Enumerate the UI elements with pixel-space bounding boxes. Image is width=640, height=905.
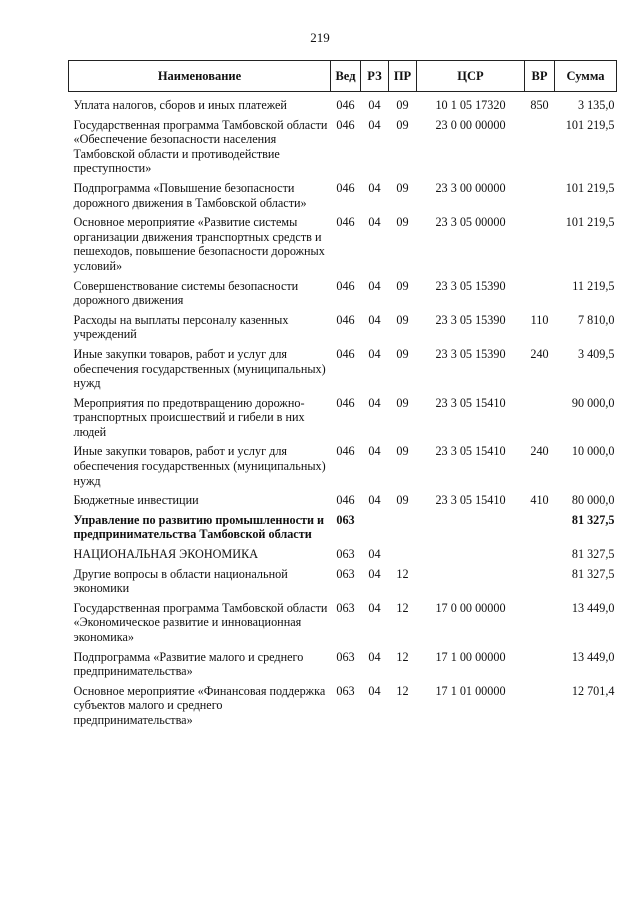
cell-name: Государственная программа Тамбовской области «Экономическое развитие и инновационная экономика»	[73, 600, 328, 644]
cell-vr: 110	[530, 312, 549, 327]
cell-vr	[525, 544, 555, 564]
cell-ved: 063	[336, 547, 355, 562]
table-header	[69, 61, 617, 92]
cell-sum: 3 409,5	[577, 346, 615, 361]
cell-rz: 04	[368, 98, 381, 112]
cell-sum: 10 000,0	[571, 444, 615, 459]
header-name: Наименование	[69, 61, 331, 92]
cell-csr: 17 1 00 00000	[435, 649, 506, 664]
cell-vr	[525, 647, 555, 681]
cell-vr	[525, 115, 555, 178]
cell-sum: 90 000,0	[571, 395, 615, 410]
cell-csr: 23 3 05 15410	[435, 444, 506, 459]
cell-vr	[525, 178, 555, 212]
cell-vr	[525, 212, 555, 275]
cell-ved: 046	[336, 346, 355, 361]
cell-ved: 046	[336, 180, 355, 195]
cell-rz: 04	[368, 683, 381, 698]
table-row	[69, 393, 617, 442]
cell-name: Управление по развитию промышленности и предпринимательства Тамбовской области	[73, 512, 325, 542]
cell-sum: 101 219,5	[565, 215, 615, 230]
cell-vr	[525, 393, 555, 442]
cell-pr: 09	[396, 346, 409, 361]
table-row	[69, 490, 617, 510]
cell-name: Бюджетные инвестиции	[73, 493, 199, 508]
cell-pr: 09	[396, 117, 409, 132]
cell-csr: 17 1 01 00000	[435, 683, 506, 698]
cell-csr: 10 1 05 17320	[435, 98, 506, 112]
cell-sum: 81 327,5	[571, 512, 615, 527]
cell-rz: 04	[368, 278, 381, 293]
cell-vr: 850	[530, 98, 549, 112]
header-csr: ЦСР	[417, 61, 525, 92]
cell-name: Подпрограмма «Развитие малого и среднего предпринимательства»	[73, 649, 304, 679]
cell-rz: 04	[368, 117, 381, 132]
cell-csr: 23 3 05 15410	[435, 493, 506, 508]
cell-csr: 23 3 05 15390	[435, 346, 506, 361]
cell-name: Расходы на выплаты персоналу казенных учреждений	[73, 312, 289, 342]
cell-ved: 046	[336, 278, 355, 293]
cell-pr	[389, 544, 417, 564]
cell-ved: 063	[336, 600, 355, 615]
cell-name: Другие вопросы в области национальной экономики	[73, 566, 288, 596]
cell-sum: 101 219,5	[565, 180, 615, 195]
cell-csr: 23 3 00 00000	[435, 180, 506, 195]
cell-ved: 063	[336, 683, 355, 698]
table-row	[69, 310, 617, 344]
cell-ved: 046	[336, 98, 355, 112]
cell-csr: 17 0 00 00000	[435, 600, 506, 615]
cell-vr: 240	[530, 444, 549, 459]
cell-csr	[417, 544, 525, 564]
cell-rz: 04	[368, 346, 381, 361]
cell-csr: 23 3 05 00000	[435, 215, 506, 230]
cell-pr: 09	[396, 98, 409, 112]
cell-sum: 13 449,0	[571, 600, 615, 615]
cell-csr: 23 3 05 15390	[435, 312, 506, 327]
cell-name: НАЦИОНАЛЬНАЯ ЭКОНОМИКА	[73, 547, 258, 562]
header-ved: Вед	[331, 61, 361, 92]
table-row	[69, 510, 617, 544]
cell-ved: 046	[336, 215, 355, 230]
cell-pr: 12	[396, 566, 409, 581]
cell-vr: 410	[530, 493, 549, 508]
cell-ved: 046	[336, 493, 355, 508]
cell-ved: 063	[336, 512, 355, 527]
cell-pr: 09	[396, 312, 409, 327]
cell-rz: 04	[368, 649, 381, 664]
table-row	[69, 441, 617, 490]
cell-rz: 04	[368, 312, 381, 327]
cell-name: Государственная программа Тамбовской области «Обеспечение безопасности населения Тамбовской области и противодействие преступности»	[73, 117, 328, 176]
cell-pr: 09	[396, 180, 409, 195]
table-row	[69, 276, 617, 310]
cell-sum: 80 000,0	[571, 493, 615, 508]
cell-vr	[525, 276, 555, 310]
table-row	[69, 212, 617, 275]
cell-vr	[525, 681, 555, 730]
cell-rz: 04	[368, 215, 381, 230]
cell-name: Основное мероприятие «Финансовая поддержка субъектов малого и среднего предпринимательства»	[73, 683, 326, 727]
cell-pr: 12	[396, 600, 409, 615]
cell-pr: 09	[396, 444, 409, 459]
table-row	[69, 564, 617, 598]
page-number: 219	[310, 30, 330, 45]
cell-csr: 23 3 05 15390	[435, 278, 506, 293]
cell-csr	[417, 510, 525, 544]
cell-sum: 12 701,4	[571, 683, 615, 698]
cell-vr	[525, 510, 555, 544]
table-row	[69, 178, 617, 212]
cell-pr: 09	[396, 395, 409, 410]
header-pr: ПР	[389, 61, 417, 92]
cell-sum: 101 219,5	[565, 117, 615, 132]
table-row	[69, 681, 617, 730]
cell-rz: 04	[368, 547, 381, 562]
cell-vr	[525, 598, 555, 647]
cell-rz: 04	[368, 444, 381, 459]
cell-pr: 12	[396, 649, 409, 664]
cell-rz: 04	[368, 180, 381, 195]
header-sum: Сумма	[555, 61, 617, 92]
cell-rz	[361, 510, 389, 544]
cell-name: Подпрограмма «Повышение безопасности дорожного движения в Тамбовской области»	[73, 180, 307, 210]
cell-pr	[389, 510, 417, 544]
cell-rz: 04	[368, 566, 381, 581]
table-row	[69, 92, 617, 115]
table-row	[69, 544, 617, 564]
cell-name: Мероприятия по предотвращению дорожно-транспортных происшествий и гибели в них людей	[73, 395, 305, 439]
table-row	[69, 115, 617, 178]
cell-name: Уплата налогов, сборов и иных платежей	[73, 98, 287, 112]
cell-sum: 7 810,0	[577, 312, 615, 327]
cell-name: Основное мероприятие «Развитие системы организации движения транспортных средств и пешеходов, повышение безопасности дорожных условий»	[73, 215, 325, 273]
cell-sum: 81 327,5	[571, 547, 615, 562]
cell-pr: 09	[396, 278, 409, 293]
cell-name: Иные закупки товаров, работ и услуг для обеспечения государственных (муниципальных) нужд	[73, 444, 326, 488]
cell-rz: 04	[368, 600, 381, 615]
cell-name: Совершенствование системы безопасности дорожного движения	[73, 278, 299, 308]
cell-pr: 09	[396, 493, 409, 508]
cell-sum: 81 327,5	[571, 566, 615, 581]
cell-ved: 046	[336, 395, 355, 410]
cell-name: Иные закупки товаров, работ и услуг для обеспечения государственных (муниципальных) нужд	[73, 346, 326, 391]
table-row	[69, 598, 617, 647]
cell-rz: 04	[368, 395, 381, 410]
table-row	[69, 344, 617, 393]
cell-sum: 3 135,0	[577, 98, 615, 112]
table-row	[69, 647, 617, 681]
cell-csr: 23 0 00 00000	[435, 117, 506, 132]
cell-vr: 240	[530, 346, 549, 361]
cell-ved: 063	[336, 649, 355, 664]
budget-table	[68, 60, 617, 730]
cell-rz: 04	[368, 493, 381, 508]
table-body	[69, 92, 617, 730]
cell-ved: 046	[336, 117, 355, 132]
header-vr: ВР	[525, 61, 555, 92]
cell-ved: 046	[336, 444, 355, 459]
cell-vr	[525, 564, 555, 598]
cell-pr: 09	[396, 215, 409, 230]
cell-sum: 11 219,5	[572, 278, 615, 293]
cell-ved: 063	[336, 566, 355, 581]
cell-pr: 12	[396, 683, 409, 698]
header-rz: РЗ	[361, 61, 389, 92]
cell-ved: 046	[336, 312, 355, 327]
cell-csr	[417, 564, 525, 598]
cell-csr: 23 3 05 15410	[435, 395, 506, 410]
cell-sum: 13 449,0	[571, 649, 615, 664]
